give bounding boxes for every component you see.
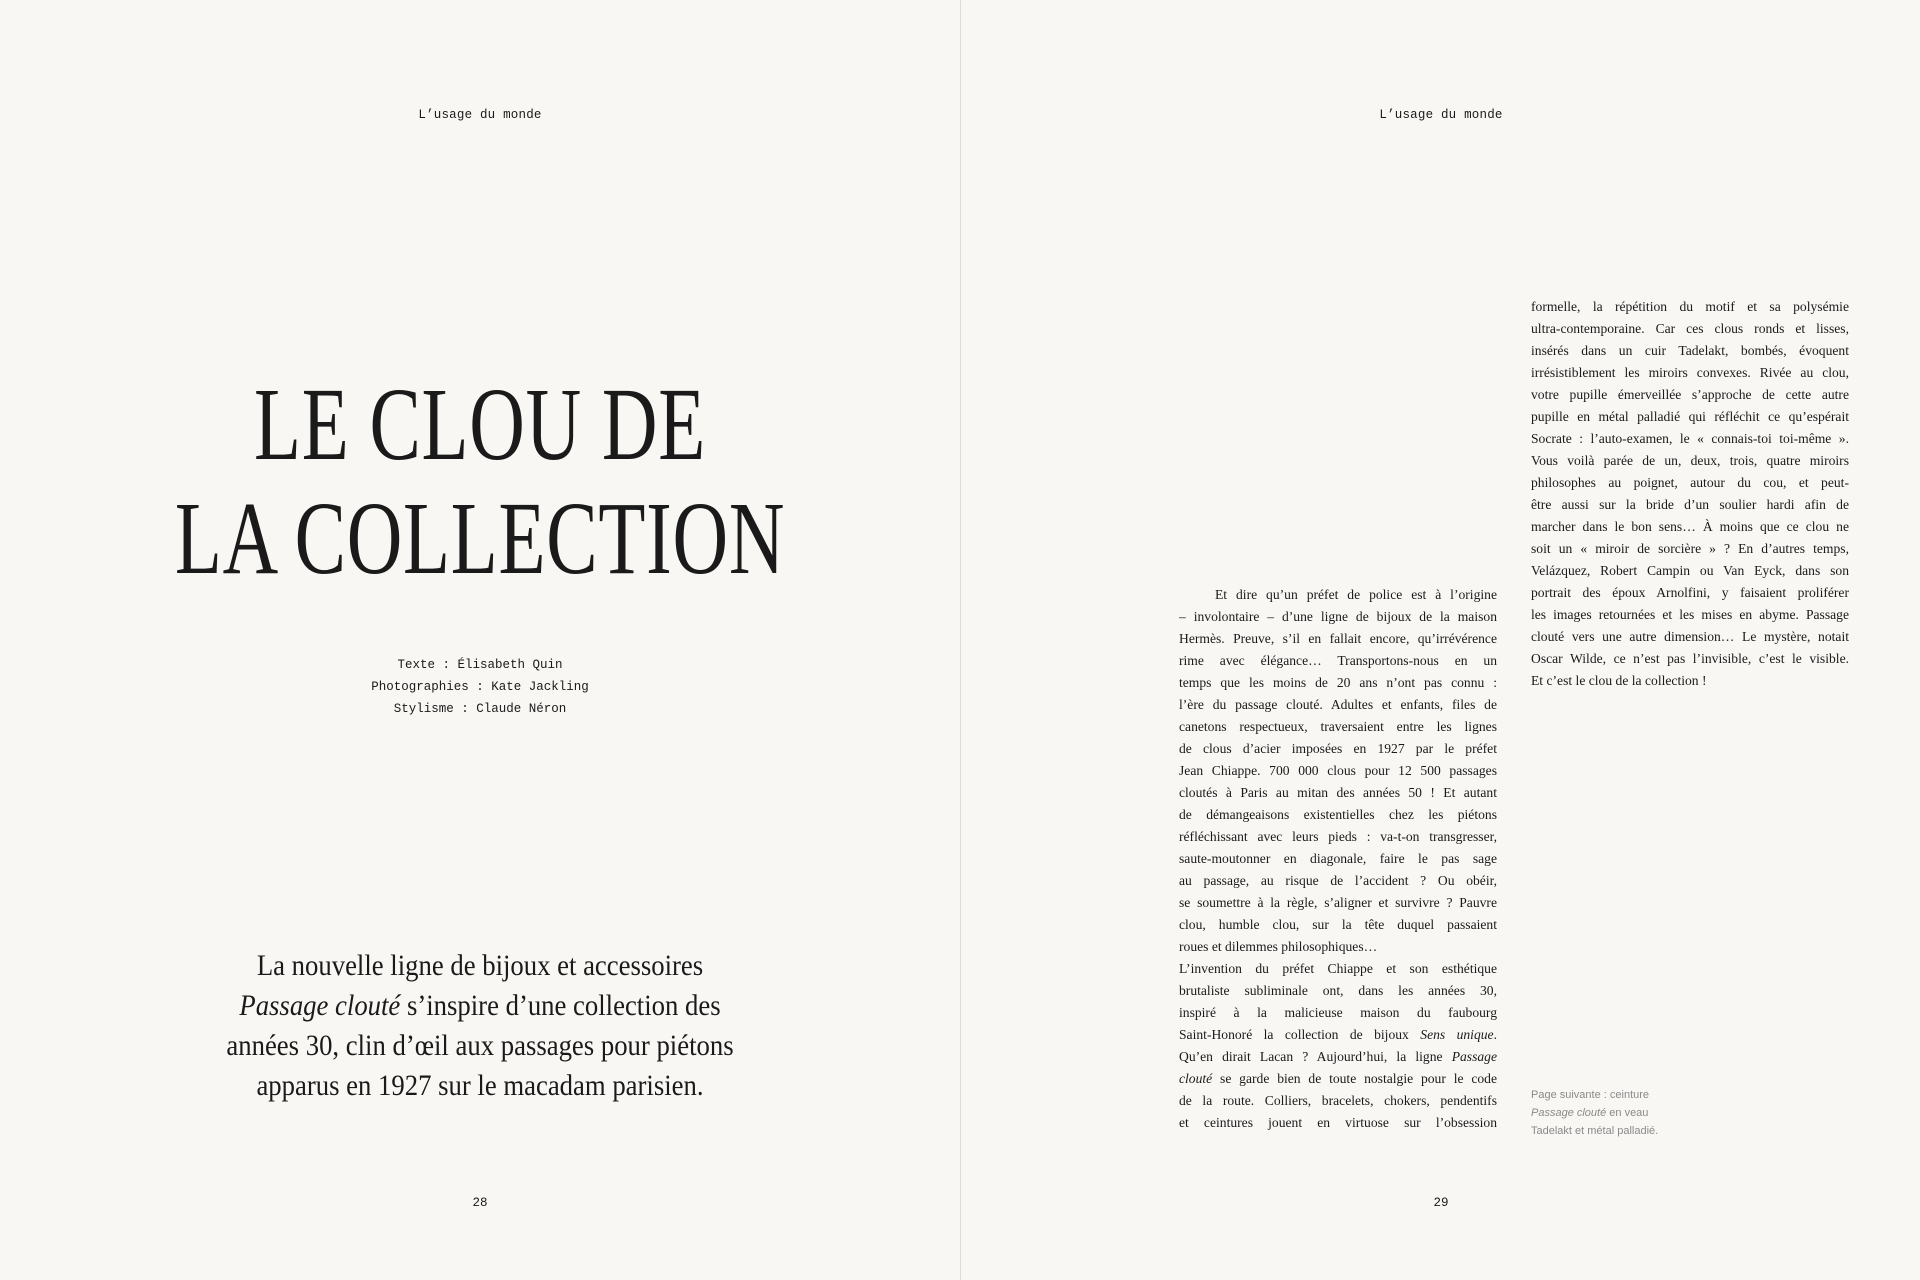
intro-line-2: Passage clouté s’inspire d’une collection des bbox=[239, 989, 721, 1022]
body-line: brutaliste subliminale ont, dans les années 30, bbox=[1179, 983, 1497, 998]
running-head-left: L’usage du monde bbox=[418, 108, 542, 122]
body-line: Saint-Honoré la collection de bijoux Sens unique. bbox=[1179, 1027, 1497, 1042]
running-head-right: L’usage du monde bbox=[1379, 108, 1503, 122]
body-line: de la route. Colliers, bracelets, chokers, pendentifs bbox=[1179, 1093, 1497, 1108]
body-line: votre pupille émerveillée s’approche de cette autre bbox=[1531, 387, 1849, 402]
body-line: cloutés à Paris au mitan des années 50 ! Et autant bbox=[1179, 785, 1497, 800]
intro-italic: Passage clouté bbox=[239, 989, 401, 1022]
body-line: Hermès. Preuve, s’il en fallait encore, qu’irrévérence bbox=[1179, 631, 1497, 646]
body-line: saute-moutonner en diagonale, faire le pas sage bbox=[1179, 851, 1497, 866]
body-line: Jean Chiappe. 700 000 clous pour 12 500 passages bbox=[1179, 763, 1497, 778]
page-number-left: 28 bbox=[472, 1196, 488, 1210]
body-line: clouté se garde bien de toute nostalgie pour le code bbox=[1179, 1071, 1497, 1086]
body-line: philosophes au poignet, autour du cou, et peut- bbox=[1531, 475, 1849, 490]
article-title bbox=[125, 368, 835, 596]
body-line: L’invention du préfet Chiappe et son esthétique bbox=[1179, 961, 1497, 976]
body-line: ultra-contemporaine. Car ces clous ronds et lisses, bbox=[1531, 321, 1849, 336]
credit-text: Texte : Élisabeth Quin bbox=[397, 658, 563, 672]
body-line: soit un « miroir de sorcière » ? En d’autres temps, bbox=[1531, 541, 1849, 556]
body-line: Velázquez, Robert Campin ou Van Eyck, dans son bbox=[1531, 563, 1849, 578]
body-line: insérés dans un cuir Tadelakt, bombés, évoquent bbox=[1531, 343, 1849, 358]
body-line: Oscar Wilde, ce n’est pas l’invisible, c’est le visible. bbox=[1531, 651, 1849, 666]
body-line: de démangeaisons existentielles chez les piétons bbox=[1179, 807, 1497, 822]
body-line: être aussi sur la bride d’un soulier hardi afin de bbox=[1531, 497, 1849, 512]
body-line: roues et dilemmes philosophiques… bbox=[1179, 939, 1378, 954]
caption-line-1: Page suivante : ceinture bbox=[1531, 1089, 1650, 1101]
body-column-1 bbox=[1179, 584, 1497, 1134]
body-column-2 bbox=[1531, 296, 1849, 692]
body-line: inspiré à la malicieuse maison du faubourg bbox=[1179, 1005, 1497, 1020]
body-line: clouté vers une autre dimension… Le mystère, notait bbox=[1531, 629, 1849, 644]
intro-standfirst bbox=[53, 946, 907, 1106]
body-line: Et c’est le clou de la collection ! bbox=[1531, 673, 1707, 688]
body-line: – involontaire – d’une ligne de bijoux de la maison bbox=[1179, 609, 1497, 624]
credit-photos: Photographies : Kate Jackling bbox=[371, 680, 589, 694]
credits bbox=[0, 654, 960, 720]
title-line-2: LA COLLECTION bbox=[174, 481, 786, 596]
caption-line-3: Tadelakt et métal palladié. bbox=[1531, 1125, 1659, 1137]
body-line: réfléchissant avec leurs pieds : va-t-on transgresser, bbox=[1179, 829, 1497, 844]
body-line: et ceintures jouent en virtuose sur l’obsession bbox=[1179, 1115, 1497, 1130]
caption-line-2: Passage clouté en veau bbox=[1531, 1107, 1649, 1119]
body-line: portrait des époux Arnolfini, y faisaient proliférer bbox=[1531, 585, 1849, 600]
title-line-1: LE CLOU DE bbox=[253, 367, 706, 482]
credit-styling: Stylisme : Claude Néron bbox=[393, 702, 567, 716]
intro-line-1: La nouvelle ligne de bijoux et accessoires bbox=[256, 949, 704, 982]
body-line: Qu’en dirait Lacan ? Aujourd’hui, la ligne Passage bbox=[1179, 1049, 1497, 1064]
page-number-right: 29 bbox=[1433, 1196, 1449, 1210]
body-line: irrésistiblement les miroirs convexes. Rivée au clou, bbox=[1531, 365, 1849, 380]
body-line: Et dire qu’un préfet de police est à l’origine bbox=[1215, 587, 1497, 602]
body-line: se soumettre à la règle, s’aligner et survivre ? Pauvre bbox=[1179, 895, 1497, 910]
body-line: pupille en métal palladié qui réfléchit ce qu’espérait bbox=[1531, 409, 1849, 424]
body-line: formelle, la répétition du motif et sa polysémie bbox=[1531, 299, 1849, 314]
body-line: canetons respectueux, traversaient entre les lignes bbox=[1179, 719, 1497, 734]
body-line: les images retournées et les mises en abyme. Passage bbox=[1531, 607, 1849, 622]
body-line: l’ère du passage clouté. Adultes et enfants, files de bbox=[1179, 697, 1497, 712]
right-page bbox=[961, 0, 1920, 1280]
body-line: temps que les moins de 20 ans n’ont pas connu : bbox=[1179, 675, 1497, 690]
body-line: marcher dans le bon sens… À moins que ce clou ne bbox=[1531, 519, 1849, 534]
intro-line-4: apparus en 1927 sur le macadam parisien. bbox=[256, 1069, 704, 1102]
body-line: Socrate : l’auto-examen, le « connais-toi toi-même ». bbox=[1531, 431, 1849, 446]
intro-line-3: années 30, clin d’œil aux passages pour piétons bbox=[226, 1029, 734, 1062]
body-line: clou, humble clou, sur la tête duquel passaient bbox=[1179, 917, 1497, 932]
body-line: de clous d’acier imposées en 1927 par le préfet bbox=[1179, 741, 1497, 756]
photo-caption bbox=[1531, 1086, 1731, 1140]
body-line: Vous voilà parée de un, deux, trois, quatre miroirs bbox=[1531, 453, 1849, 468]
body-line: au passage, au risque de l’accident ? Ou obéir, bbox=[1179, 873, 1497, 888]
body-line: rime avec élégance… Transportons-nous en un bbox=[1179, 653, 1497, 668]
